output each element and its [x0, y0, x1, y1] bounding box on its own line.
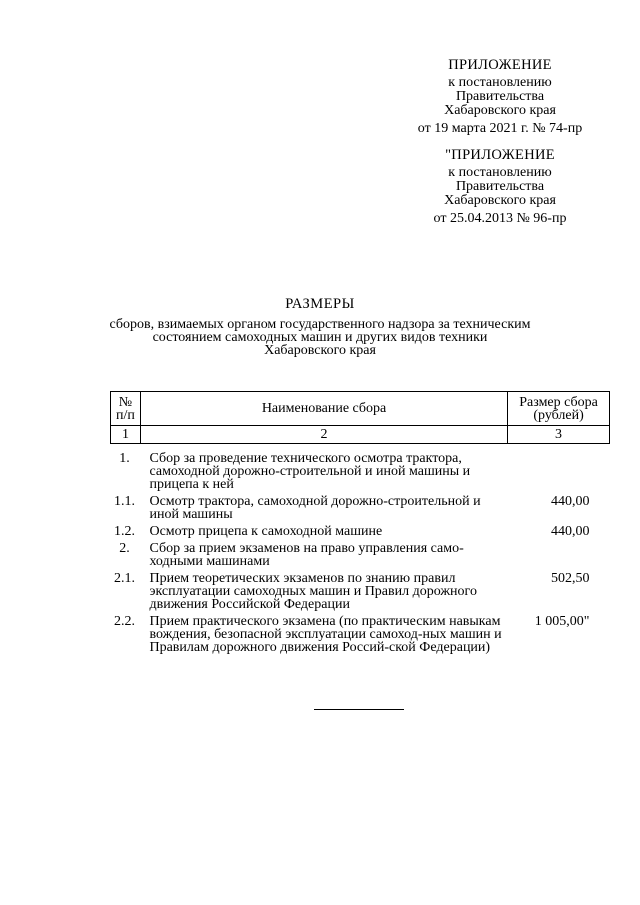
row-amount: [508, 444, 610, 496]
fees-table: [110, 391, 610, 658]
table-header-row: [111, 392, 610, 426]
appendix-date: от 19 марта 2021 г. № 74-пр: [417, 121, 583, 136]
appendix-date: от 25.04.2013 № 96-пр: [433, 211, 567, 226]
header-amount-line-1: Размер сбора: [519, 394, 598, 410]
appendix-line-2: Правительства: [455, 179, 545, 194]
table-row: [111, 495, 610, 525]
row-name: Сбор за прием экзаменов на право управления само-ходными машинами: [149, 541, 464, 569]
table-row: [111, 572, 610, 615]
document-subtitle: [100, 318, 540, 357]
row-number: 2.2.: [113, 614, 135, 629]
appendix-title: "ПРИЛОЖЕНИЕ: [445, 147, 555, 163]
appendix-header-current: [395, 58, 605, 136]
column-number-2: 2: [140, 426, 507, 444]
header-amount: [508, 392, 610, 426]
table-row: [111, 615, 610, 658]
header-amount-line-2: (рублей): [533, 407, 584, 423]
row-name: Осмотр трактора, самоходной дорожно-строительной и иной машины: [149, 494, 481, 522]
subtitle-line-2: состоянием самоходных машин и других видов техники: [152, 330, 488, 345]
row-amount: 440,00: [551, 494, 590, 509]
row-number: 1.: [119, 451, 130, 466]
row-name: Прием практического экзамена (по практическим навыкам вождения, безопасной эксплуатации самоход-ных машин и Правилам дорожного движения Россий-ской Федерации): [149, 614, 502, 655]
row-amount: 440,00: [551, 524, 590, 539]
table-row: [111, 542, 610, 572]
row-name: Сбор за проведение технического осмотра трактора, самоходной дорожно-строительной и иной машины и прицепа к ней: [149, 451, 471, 492]
row-amount: 1 005,00": [534, 614, 590, 629]
appendix-line-1: к постановлению: [448, 75, 552, 90]
appendix-header-original: [395, 148, 605, 226]
row-amount: 502,50: [551, 571, 590, 586]
column-number-3: 3: [508, 426, 610, 444]
header-number-line-1: №: [118, 394, 133, 410]
appendix-title: ПРИЛОЖЕНИЕ: [448, 57, 552, 73]
subtitle-line-3: Хабаровского края: [264, 343, 376, 358]
document-title: РАЗМЕРЫ: [285, 296, 355, 312]
header-number: [111, 392, 141, 426]
table-column-numbers-row: [111, 426, 610, 444]
table-row: [111, 444, 610, 496]
header-number-line-2: п/п: [116, 407, 135, 423]
appendix-line-3: Хабаровского края: [444, 103, 556, 118]
row-number: 1.1.: [113, 494, 135, 509]
row-name: Прием теоретических экзаменов по знанию правил эксплуатации самоходных машин и Правил дорожного движения Российской Федерации: [149, 571, 477, 612]
appendix-line-2: Правительства: [455, 89, 545, 104]
appendix-line-3: Хабаровского края: [444, 193, 556, 208]
table-row: [111, 525, 610, 542]
row-number: 2.: [119, 541, 130, 556]
row-number: 2.1.: [113, 571, 135, 586]
row-amount: [508, 542, 610, 572]
column-number-1: 1: [111, 426, 141, 444]
end-divider: [314, 709, 404, 710]
subtitle-line-1: сборов, взимаемых органом государственного надзора за техническим: [109, 317, 531, 332]
row-name: Осмотр прицепа к самоходной машине: [149, 524, 383, 539]
row-number: 1.2.: [113, 524, 135, 539]
header-name: Наименование сбора: [140, 392, 507, 426]
appendix-line-1: к постановлению: [448, 165, 552, 180]
